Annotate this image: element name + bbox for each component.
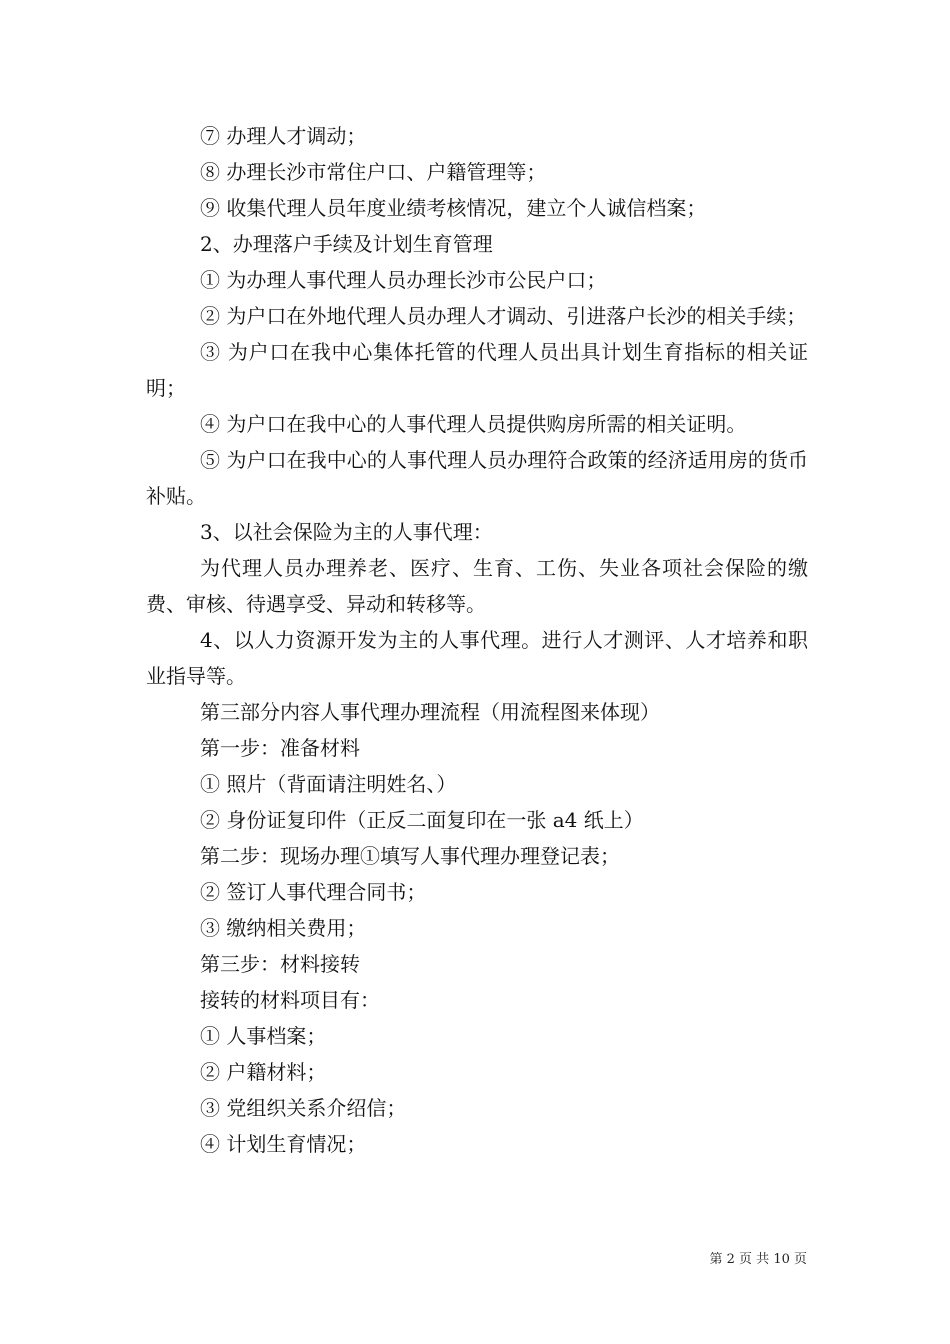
step-three-heading: 第三步：材料接转 xyxy=(200,952,360,976)
paragraph-6: ② 为户口在外地代理人员办理人才调动、引进落户长沙的相关手续； xyxy=(200,304,807,328)
section-heading-4: 4、以人力资源开发为主的人事代理。进行人才测评、人才培养和职业指导等。 xyxy=(146,628,808,688)
paragraph-3: ⑨ 收集代理人员年度业绩考核情况，建立个人诚信档案； xyxy=(200,196,707,220)
paragraph-19: ③ 缴纳相关费用； xyxy=(200,916,367,940)
section-heading-3: 3、以社会保险为主的人事代理： xyxy=(200,520,493,544)
page-number-footer: 第 2 页 共 10 页 xyxy=(709,1252,807,1267)
step-two-heading: 第二步：现场办理①填写人事代理办理登记表； xyxy=(200,844,620,868)
paragraph-21: 接转的材料项目有： xyxy=(200,988,380,1012)
section-heading-2: 2、办理落户手续及计划生育管理 xyxy=(200,232,493,256)
part-three-heading: 第三部分内容人事代理办理流程（用流程图来体现） xyxy=(200,700,660,724)
paragraph-16: ② 身份证复印件（正反二面复印在一张 a4 纸上） xyxy=(200,808,644,832)
paragraph-24: ③ 党组织关系介绍信； xyxy=(200,1096,407,1120)
paragraph-18: ② 签订人事代理合同书； xyxy=(200,880,427,904)
paragraph-15: ① 照片（背面请注明姓名、） xyxy=(200,772,457,796)
paragraph-5: ① 为办理人事代理人员办理长沙市公民户口； xyxy=(200,268,607,292)
paragraph-1: ⑦ 办理人才调动； xyxy=(200,124,367,148)
paragraph-23: ② 户籍材料； xyxy=(200,1060,327,1084)
paragraph-11: 为代理人员办理养老、医疗、生育、工伤、失业各项社会保险的缴费、审核、待遇享受、异动和转移等。 xyxy=(146,556,808,616)
document-body xyxy=(146,118,808,1162)
paragraph-25: ④ 计划生育情况； xyxy=(200,1132,367,1156)
paragraph-8: ④ 为户口在我中心的人事代理人员提供购房所需的相关证明。 xyxy=(200,412,747,436)
paragraph-2: ⑧ 办理长沙市常住户口、户籍管理等； xyxy=(200,160,547,184)
paragraph-7: ③ 为户口在我中心集体托管的代理人员出具计划生育指标的相关证明； xyxy=(146,340,808,400)
step-one-heading: 第一步：准备材料 xyxy=(200,736,360,760)
paragraph-9: ⑤ 为户口在我中心的人事代理人员办理符合政策的经济适用房的货币补贴。 xyxy=(146,448,808,508)
paragraph-22: ① 人事档案； xyxy=(200,1024,327,1048)
